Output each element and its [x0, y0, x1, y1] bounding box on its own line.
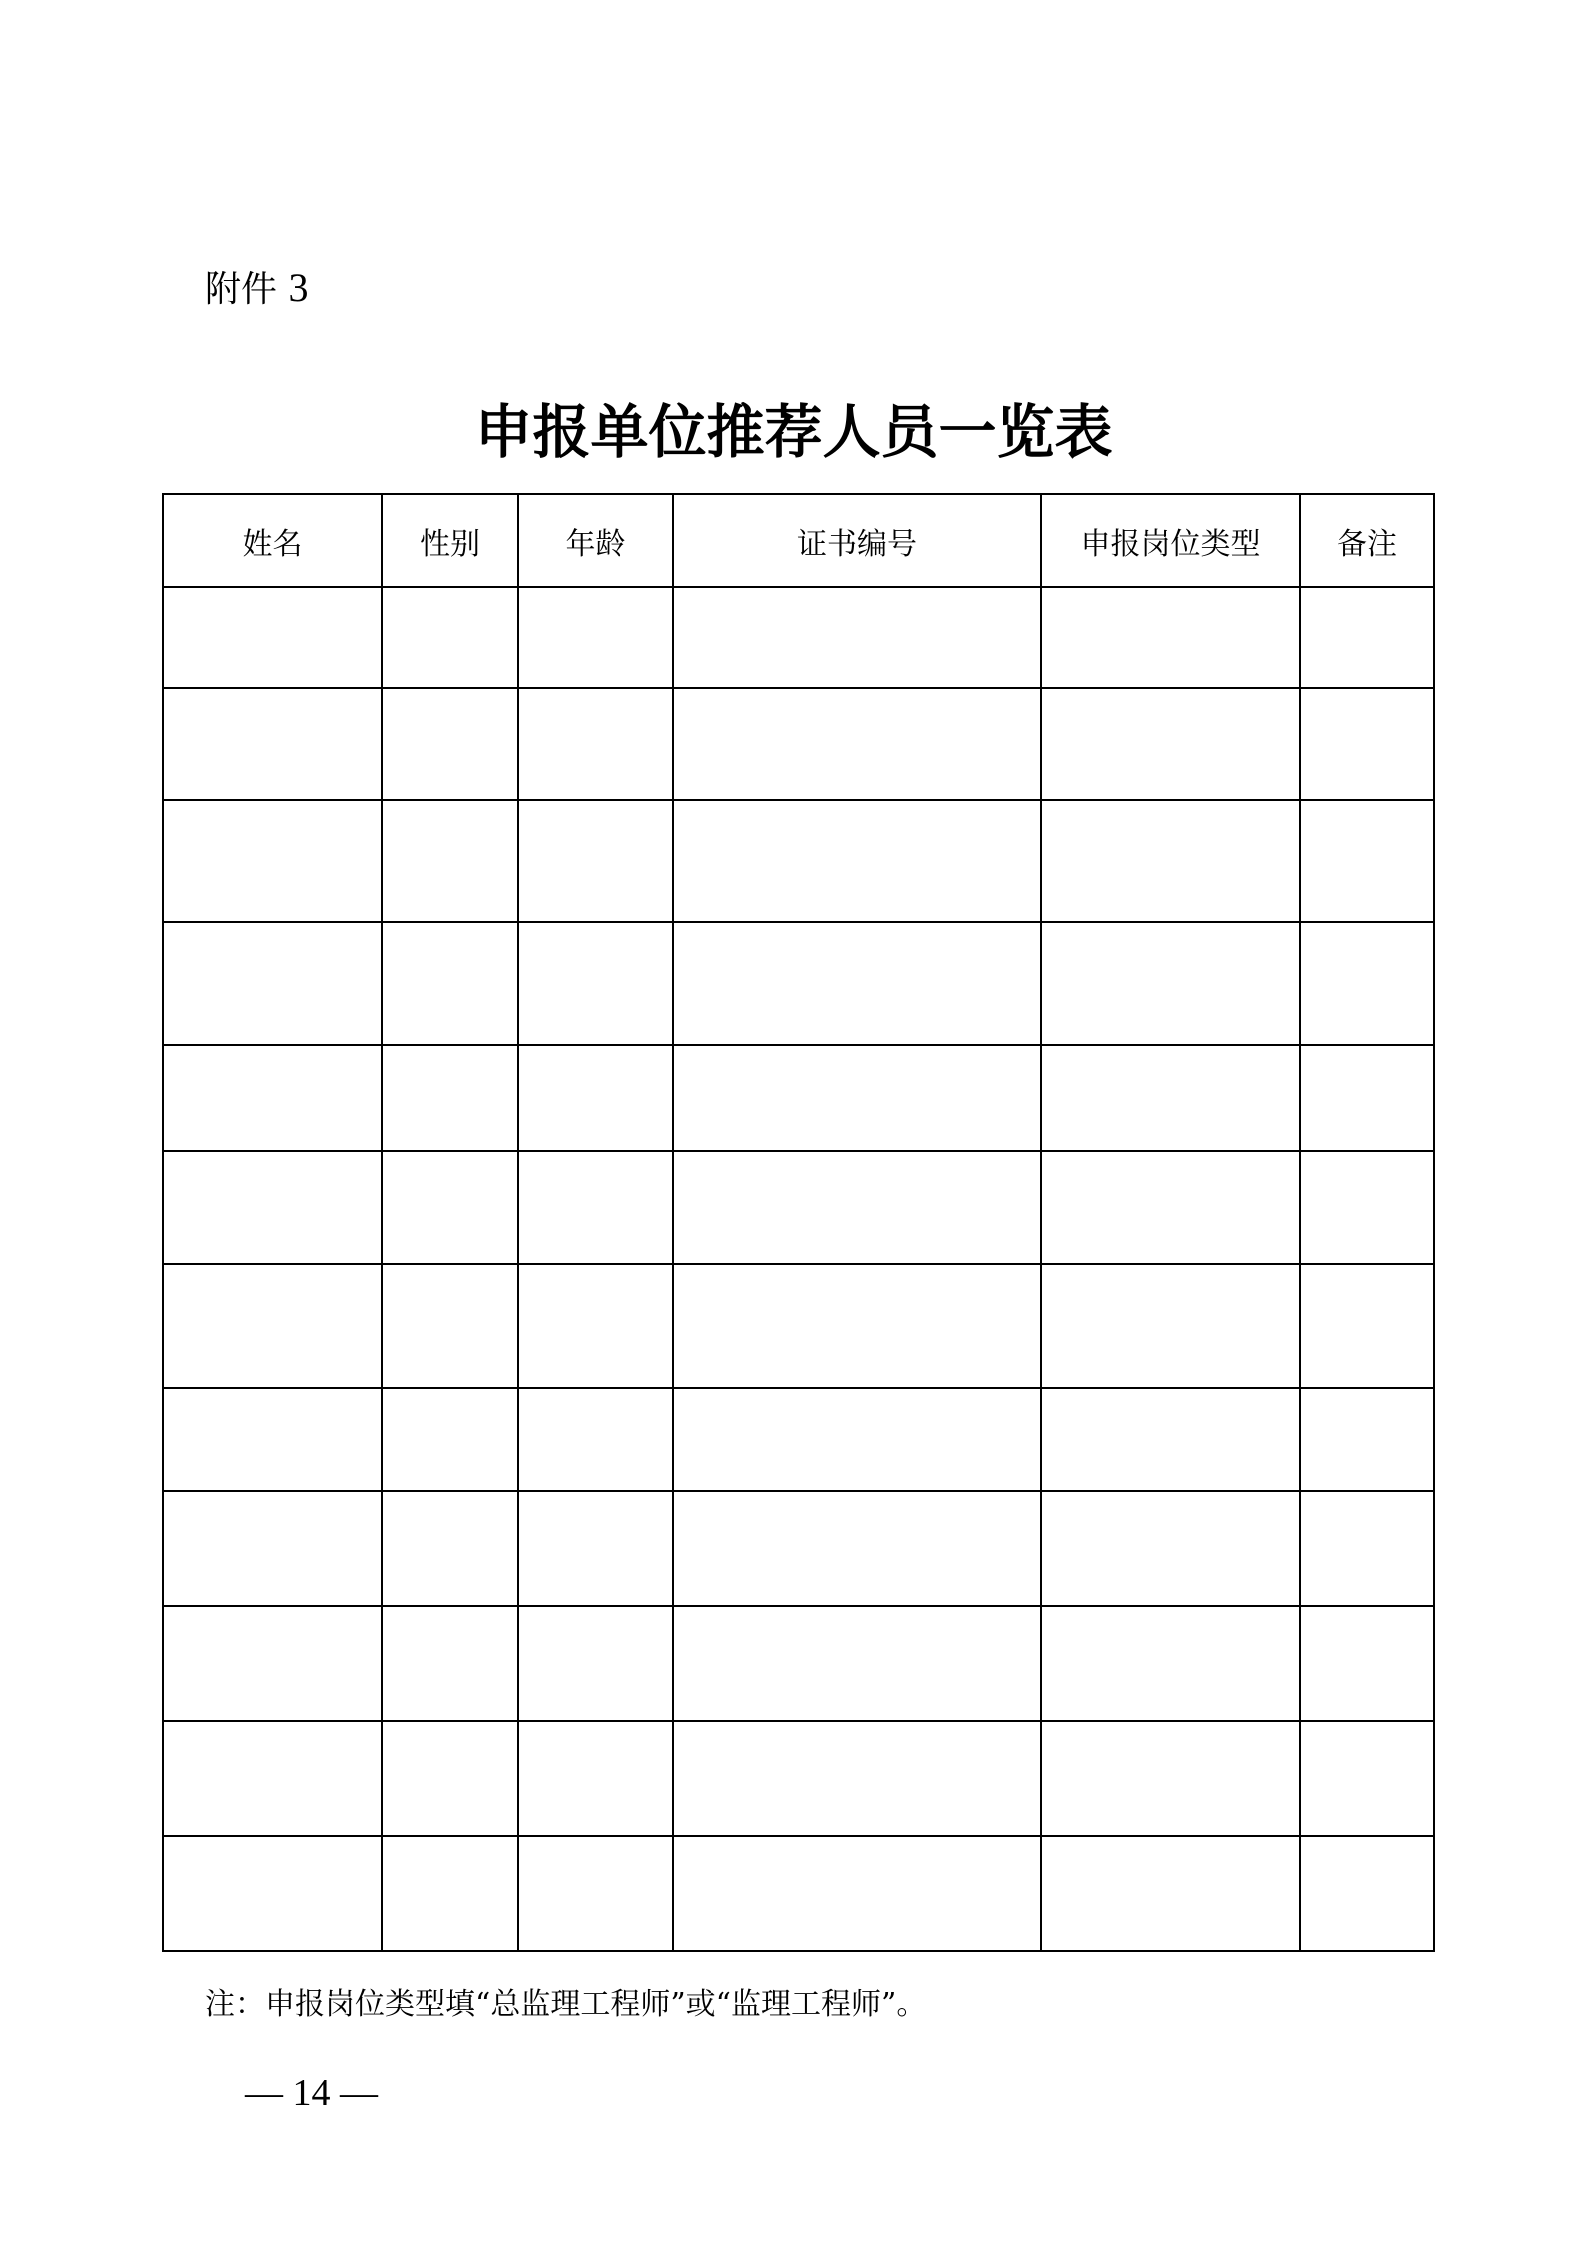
- table-cell[interactable]: [1300, 1151, 1434, 1264]
- table-cell[interactable]: [382, 587, 518, 688]
- table-cell[interactable]: [382, 1264, 518, 1388]
- table-cell[interactable]: [673, 1721, 1041, 1836]
- attachment-number: 3: [288, 265, 309, 310]
- table-row: [163, 1721, 1434, 1836]
- page-number: — 14 —: [245, 2072, 378, 2114]
- table-cell[interactable]: [1041, 1721, 1300, 1836]
- table-row: [163, 1606, 1434, 1721]
- table-cell[interactable]: [163, 922, 382, 1045]
- table-cell[interactable]: [518, 1491, 673, 1606]
- table-cell[interactable]: [673, 1491, 1041, 1606]
- table-cell[interactable]: [163, 587, 382, 688]
- table-row: [163, 1045, 1434, 1151]
- table-cell[interactable]: [518, 1151, 673, 1264]
- table-cell[interactable]: [1300, 1721, 1434, 1836]
- table-cell[interactable]: [673, 1606, 1041, 1721]
- table-cell[interactable]: [673, 1264, 1041, 1388]
- table-header-row: [163, 494, 1434, 587]
- table-cell[interactable]: [163, 1721, 382, 1836]
- table-cell[interactable]: [1041, 688, 1300, 800]
- attachment-label: [205, 258, 308, 320]
- table-row: [163, 688, 1434, 800]
- recommended-personnel-table: [162, 493, 1435, 1952]
- table-row: [163, 1151, 1434, 1264]
- table-cell[interactable]: [673, 1836, 1041, 1951]
- table-row: [163, 1491, 1434, 1606]
- table-cell[interactable]: [1041, 1836, 1300, 1951]
- column-header-name: 姓名: [163, 494, 382, 587]
- table-cell[interactable]: [673, 1045, 1041, 1151]
- table-row: [163, 1836, 1434, 1951]
- table-row: [163, 922, 1434, 1045]
- table-cell[interactable]: [518, 800, 673, 922]
- table-cell[interactable]: [1041, 800, 1300, 922]
- table-cell[interactable]: [163, 1264, 382, 1388]
- table-cell[interactable]: [518, 1264, 673, 1388]
- page-title: 申报单位推荐人员一览表: [474, 398, 1113, 466]
- table-cell[interactable]: [382, 1721, 518, 1836]
- table-cell[interactable]: [163, 1151, 382, 1264]
- table-cell[interactable]: [382, 1491, 518, 1606]
- table-cell[interactable]: [382, 688, 518, 800]
- column-header-position-type: 申报岗位类型: [1041, 494, 1300, 587]
- table-cell[interactable]: [1300, 1264, 1434, 1388]
- column-header-remarks: 备注: [1300, 494, 1434, 587]
- table-cell[interactable]: [518, 587, 673, 688]
- table-cell[interactable]: [1041, 1388, 1300, 1491]
- table-row: [163, 1388, 1434, 1491]
- footnote: 注：申报岗位类型填“总监理工程师”或“监理工程师”。: [205, 1987, 927, 2022]
- table-cell[interactable]: [1300, 1606, 1434, 1721]
- table-cell[interactable]: [163, 800, 382, 922]
- table-row: [163, 800, 1434, 922]
- table-cell[interactable]: [673, 1388, 1041, 1491]
- table-cell[interactable]: [1041, 1151, 1300, 1264]
- table-cell[interactable]: [518, 1836, 673, 1951]
- table-row: [163, 1264, 1434, 1388]
- table-cell[interactable]: [382, 1045, 518, 1151]
- table-cell[interactable]: [673, 1151, 1041, 1264]
- table-cell[interactable]: [1300, 1491, 1434, 1606]
- table-cell[interactable]: [1300, 688, 1434, 800]
- table-cell[interactable]: [1041, 587, 1300, 688]
- table-cell[interactable]: [518, 688, 673, 800]
- table-cell[interactable]: [518, 1045, 673, 1151]
- table-cell[interactable]: [673, 587, 1041, 688]
- table-cell[interactable]: [382, 922, 518, 1045]
- table-cell[interactable]: [518, 922, 673, 1045]
- table-cell[interactable]: [382, 1606, 518, 1721]
- table-cell[interactable]: [1300, 922, 1434, 1045]
- table-row: [163, 587, 1434, 688]
- table-cell[interactable]: [1300, 587, 1434, 688]
- table-cell[interactable]: [1041, 1491, 1300, 1606]
- table-cell[interactable]: [1041, 1264, 1300, 1388]
- table-cell[interactable]: [163, 1836, 382, 1951]
- table-cell[interactable]: [518, 1388, 673, 1491]
- table-cell[interactable]: [1041, 922, 1300, 1045]
- attachment-label-text: 附件: [205, 269, 278, 310]
- table-cell[interactable]: [163, 1045, 382, 1151]
- table-cell[interactable]: [382, 1836, 518, 1951]
- table-cell[interactable]: [1300, 1045, 1434, 1151]
- column-header-age: 年龄: [518, 494, 673, 587]
- table-cell[interactable]: [163, 688, 382, 800]
- table-cell[interactable]: [673, 800, 1041, 922]
- table-cell[interactable]: [382, 1388, 518, 1491]
- table-cell[interactable]: [382, 800, 518, 922]
- table-cell[interactable]: [1300, 800, 1434, 922]
- table-cell[interactable]: [163, 1388, 382, 1491]
- table-cell[interactable]: [518, 1721, 673, 1836]
- table-cell[interactable]: [673, 922, 1041, 1045]
- table-cell[interactable]: [163, 1491, 382, 1606]
- column-header-certificate-number: 证书编号: [673, 494, 1041, 587]
- table-cell[interactable]: [382, 1151, 518, 1264]
- table-cell[interactable]: [673, 688, 1041, 800]
- table-cell[interactable]: [163, 1606, 382, 1721]
- table-cell[interactable]: [1300, 1836, 1434, 1951]
- table-cell[interactable]: [518, 1606, 673, 1721]
- column-header-gender: 性别: [382, 494, 518, 587]
- table-cell[interactable]: [1041, 1606, 1300, 1721]
- table-cell[interactable]: [1300, 1388, 1434, 1491]
- table-cell[interactable]: [1041, 1045, 1300, 1151]
